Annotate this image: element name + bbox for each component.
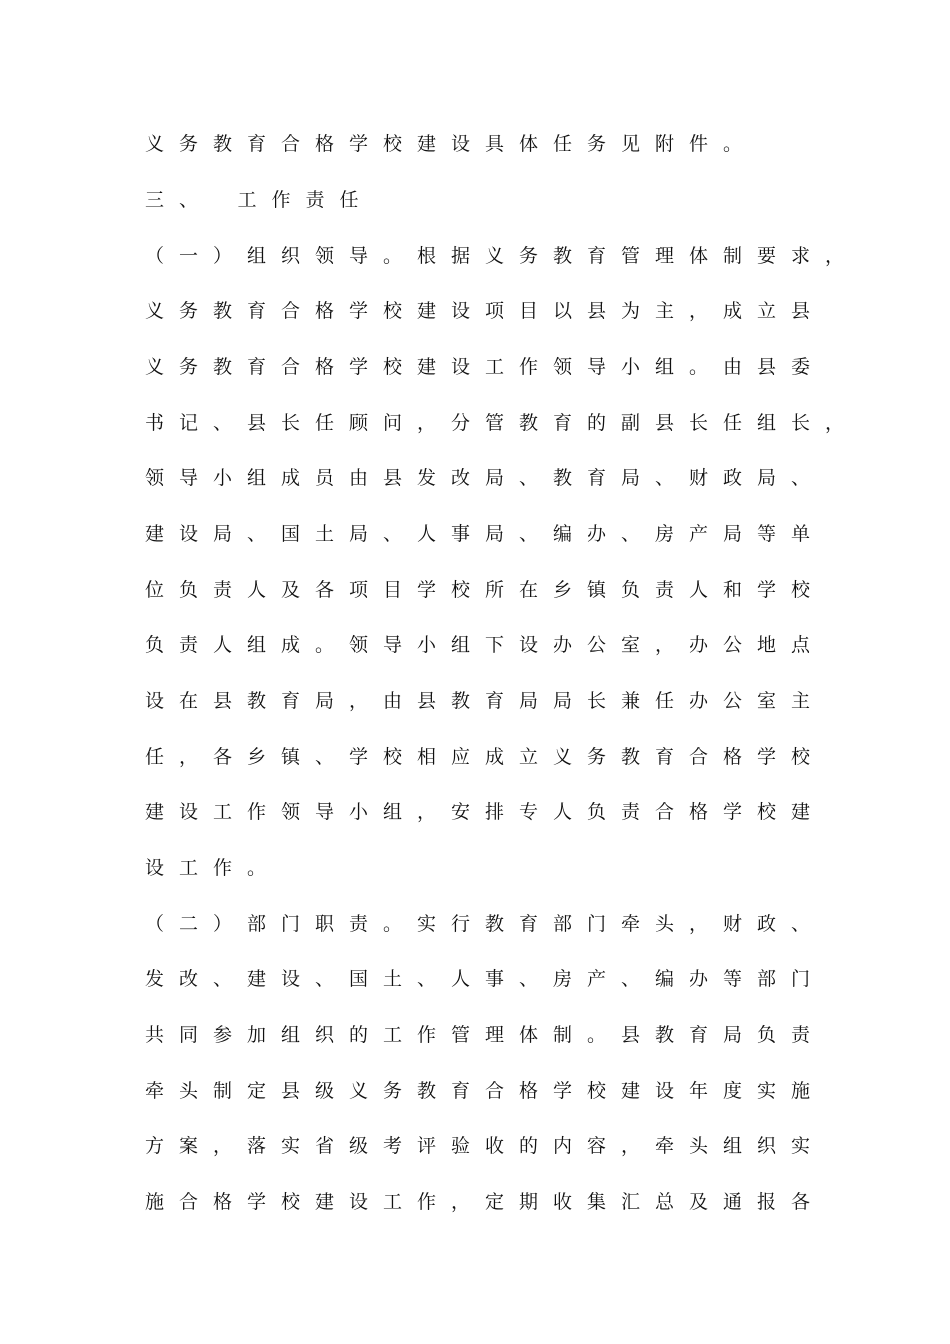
paragraph-line: 共同参加组织的工作管理体制。县教育局负责 xyxy=(145,1024,826,1046)
paragraph-line: 设在县教育局，由县教育局局长兼任办公室主 xyxy=(145,690,826,712)
paragraph-line: 方案，落实省级考评验收的内容，牵头组织实 xyxy=(145,1135,826,1157)
paragraph-line: 设工作。 xyxy=(145,857,282,879)
paragraph-line: 义务教育合格学校建设工作领导小组。由县委 xyxy=(145,356,826,378)
paragraph-line: 牵头制定县级义务教育合格学校建设年度实施 xyxy=(145,1080,826,1102)
paragraph-line: 发改、建设、国土、人事、房产、编办等部门 xyxy=(145,968,826,990)
paragraph-line: 负责人组成。领导小组下设办公室，办公地点 xyxy=(145,634,826,656)
paragraph-line: 位负责人及各项目学校所在乡镇负责人和学校 xyxy=(145,579,826,601)
paragraph-line: 建设局、国土局、人事局、编办、房产局等单 xyxy=(145,523,826,545)
paragraph-line: 施合格学校建设工作，定期收集汇总及通报各 xyxy=(145,1191,826,1213)
paragraph-line: （二）部门职责。实行教育部门牵头，财政、 xyxy=(145,913,826,935)
paragraph-line: 义务教育合格学校建设具体任务见附件。 xyxy=(145,133,758,155)
paragraph-line: 义务教育合格学校建设项目以县为主，成立县 xyxy=(145,300,826,322)
paragraph-line: 任，各乡镇、学校相应成立义务教育合格学校 xyxy=(145,746,826,768)
paragraph-line: 领导小组成员由县发改局、教育局、财政局、 xyxy=(145,467,826,489)
section-heading: 三、 工作责任 xyxy=(145,189,374,211)
paragraph-line: 书记、县长任顾问，分管教育的副县长任组长， xyxy=(145,412,860,434)
paragraph-line: （一）组织领导。根据义务教育管理体制要求， xyxy=(145,245,860,267)
paragraph-line: 建设工作领导小组，安排专人负责合格学校建 xyxy=(145,801,826,823)
